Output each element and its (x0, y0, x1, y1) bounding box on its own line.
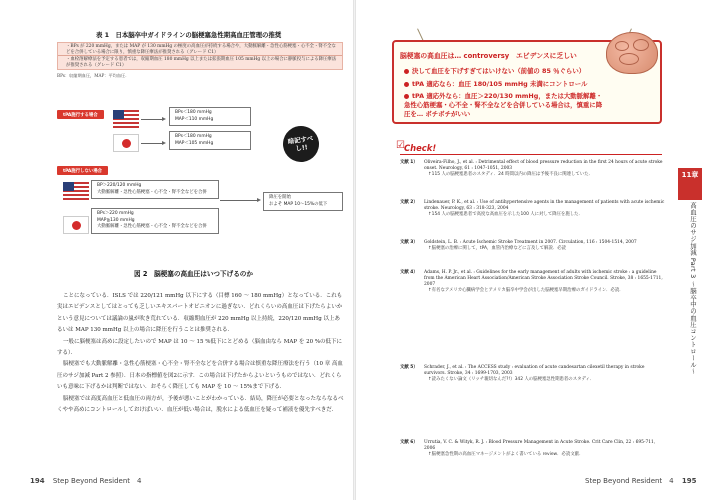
reference-note: ↑脳梗塞の治療に関して，tPA，血管内治療などに言及して解説．必読 (428, 246, 567, 251)
tpa-no-jp-box (91, 208, 219, 234)
box-line: MAP≧130 mmHg (97, 217, 135, 223)
box-line: MAP＜110 mmHg (175, 116, 214, 122)
box-line: MAP＜105 mmHg (175, 140, 214, 146)
tpa-no-label: tPA施行しない場合 (57, 166, 108, 175)
arrow-head-icon (257, 198, 261, 202)
tpa-no-us-box (91, 180, 219, 199)
table-box (57, 42, 343, 70)
tpa-yes-us-box (169, 107, 251, 126)
tpa-yes-jp-box (169, 131, 251, 150)
table-note: BPs：収縮期血圧，MAP：平均血圧． (57, 73, 130, 78)
brain-icon (606, 32, 658, 74)
arrow-head-icon (162, 141, 166, 145)
sign-item (404, 66, 585, 75)
page-number: 194 (30, 477, 45, 485)
reference-text: Urrutia, V. C. & Wityk, R. J. : Blood Pressure Management in Acute Stroke. Crit Care Clin, 22 : 695-711, 2006 (424, 440, 656, 451)
arrow (141, 119, 163, 120)
reference-note: ↑有名なアメリカ心臓病学会とアメリカ脳卒中学会が出した脳梗塞早期治療のガイドライン．必読． (428, 288, 624, 293)
paragraph: ことになっている．ISLS では 220/121 mmHg 以下にする（目標 160 〜 180 mmHg）となっている．これも実はエビデンスとしてはとっても乏しいエキスパートオピニオンに過ぎない．どれくらいの高血圧は下げたらよいかという意見については議論の嵐が吹き荒れている．収縮期血圧が 220 mmHg 以上持続，220/120 mmHg 以上あるいは MAP 130 mmHg 以上の場合に降圧を行うことは推奨される． (57, 293, 343, 334)
box-line: 降圧を開始 (269, 195, 291, 200)
us-flag-icon (113, 110, 139, 128)
gutter (353, 0, 356, 500)
box-line: BP＞220/120 mmHg (97, 183, 142, 188)
reference-note: ↑読みたくない論文（リッチ親切なんだ?!）342 人の脳梗塞急性期患者のスタディ． (428, 377, 595, 382)
reference-item (400, 440, 665, 458)
reference-note: ↑115 人の脳梗塞患者のスタディ．24 時間以内の降圧は予後不良に関連していた． (428, 172, 593, 177)
checkbox-icon: ☑ (396, 140, 405, 151)
table-row: ・BPs が 220 mmHg，または MAP が 130 mmHg の極度の高血圧が持続する場合や，大動脈解離・急性心筋梗塞・心不全・腎不全などを合併している場合に限り，慎重な降圧療法が推奨される（グレード C1） (66, 44, 336, 55)
reference-item (400, 270, 665, 294)
figure-caption: 図 2 脳梗塞の高血圧はいつ下げるのか (134, 270, 253, 278)
reference-label: 文献 4） (400, 270, 418, 275)
reference-item (400, 365, 665, 383)
box-line: 大動脈解離・急性心筋梗塞・心不全・腎不全などを合併 (97, 224, 207, 230)
divider (400, 154, 662, 155)
box-line: BPs＞220 mmHg (97, 211, 134, 216)
result-box (263, 192, 343, 211)
reference-note: ↑脳梗塞急性期の高血圧マネージメントがよく書いている review．必読文献． (428, 452, 584, 457)
reference-text: Oliveira-Filho, J., et al. : Detrimental effect of blood pressure reduction in the first 24 hours of acute stroke onset. Neurology, 61 : 1047-1051, 2003 (424, 160, 663, 171)
sign-item-text: tPA 適応なら：血圧 180/105 mmHg 未満にコントロール (412, 80, 588, 88)
paragraph: 脳梗塞では高度高血圧と低血圧の両方が，予後が悪いことがわかっている．結局，降圧が必要となったならなるべくやや高めにコントロールしておけばいい．血圧が低い場合は，脱水による低血圧を疑って補液を優先すべきだ． (57, 395, 344, 414)
running-title: Step Beyond Resident 4 (52, 477, 142, 485)
footer-right (585, 476, 697, 486)
box-line: 大動脈解離・急性心筋梗塞・心不全・腎不全などを合併 (97, 189, 207, 195)
page-number: 195 (681, 477, 697, 485)
reference-note: ↑154 人の脳梗塞患者で高度な高血圧を示した100 人に対して降圧を施した． (428, 212, 583, 217)
reference-label: 文献 5） (400, 365, 418, 370)
tpa-yes-label: tPA施行する場合 (57, 110, 104, 119)
reference-label: 文献 3） (400, 240, 418, 245)
paragraph: 一般に脳梗塞は高めに設定したいので MAP は 10 〜 15 %低下にとどめる（脳血由なら MAP を 20 %の低下にする）． (57, 338, 343, 357)
paragraph: 脳梗塞でも大動脈解離・急性心筋梗塞・心不全・腎不全などを合併する場合は慎重な降圧療法を行う（10 章 高血圧のサジ加減 Part 2 参照）．日本の指標値を図2に示す．この場合は下げたからよいというものではない．どれくらいも意味に下げるかは判断ではない．おそらく降圧しても MAP を 10 〜 15%まで下げる． (57, 361, 343, 391)
reference-text: Lindenauer, P. K., et al. : Use of antihypertensive agents in the management of patients with acute ischemic stroke. Neurology, 63 : 318-323, 2004 (424, 200, 665, 211)
sign-item (404, 79, 587, 88)
reference-text: Adams, H. P. Jr., et al. : Guidelines for the early management of adults with ischemic stroke : a guideline from the American Heart Association/American Stroke Association Stroke Council. Stroke, 38 : 1655-1711, 2007 (424, 270, 663, 287)
figure-bp-threshold (57, 104, 347, 276)
table-title: 表 1 日本脳卒中ガイドラインの脳梗塞急性期高血圧管理の推奨 (96, 31, 282, 39)
reference-text: Goldstein, L. B. : Acute Ischemic Stroke Treatment in 2007. Circulation, 116 : 1504-1514, 2007 (424, 240, 637, 245)
check-title: Check! (404, 143, 437, 153)
reference-item (400, 200, 665, 218)
arrow-head-icon (162, 117, 166, 121)
footer-left (30, 476, 142, 486)
box-line: BPs＜180 mmHg (175, 134, 212, 139)
reference-label: 文献 1） (400, 160, 418, 165)
sign-item (404, 92, 604, 119)
bullet-icon (404, 94, 409, 99)
box-line: およそ MAP 10〜15%の低下 (269, 201, 328, 207)
memorize-stamp: 暗記すべし!! (281, 124, 322, 165)
us-flag-icon (63, 182, 89, 200)
chapter-title-vertical: 高血圧のサジ加減 Part 3 〜脳卒中の血圧コントロール〜 (689, 202, 697, 375)
sign-title: 脳梗塞の高血圧は… controversy エビデンスに乏しい (400, 52, 577, 60)
bullet-icon (404, 69, 409, 74)
arrow (141, 143, 163, 144)
reference-item (400, 160, 665, 178)
arrow (220, 200, 258, 201)
reference-label: 文献 2） (400, 200, 418, 205)
sign-item-text: tPA 適応外なら：血圧＞220/130 mmHg，または大動脈解離・急性心筋梗塞・心不全・腎不全などを合併している場合は，慎重に降圧を… ボチボチがいい (404, 92, 603, 118)
running-title: Step Beyond Resident 4 (585, 477, 674, 485)
sign-item-text: 決して血圧を下げすぎてはいけない（前値の 85 ％ぐらい） (412, 67, 586, 75)
body-text (57, 291, 344, 416)
bullet-icon (404, 82, 409, 87)
box-line: BPs＜180 mmHg (175, 110, 212, 115)
chapter-tab: 11章 (678, 168, 702, 200)
reference-item (400, 240, 665, 252)
reference-label: 文献 6） (400, 440, 418, 445)
japan-flag-icon (63, 216, 89, 234)
table-row: ・血栓溶解療法を予定する患者では，収縮期血圧 180 mmHg 以上または拡張期血圧 105 mmHg 以上の場合に静脈投与による降圧療法が推奨される（グレード C1） (58, 55, 342, 68)
reference-text: Schrader, J., et al. : The ACCESS study : evaluation of acute candesartan cilexetil therapy in stroke survivors. Stroke, 34 : 1699-1703, 2003 (424, 365, 645, 376)
japan-flag-icon (113, 134, 139, 152)
